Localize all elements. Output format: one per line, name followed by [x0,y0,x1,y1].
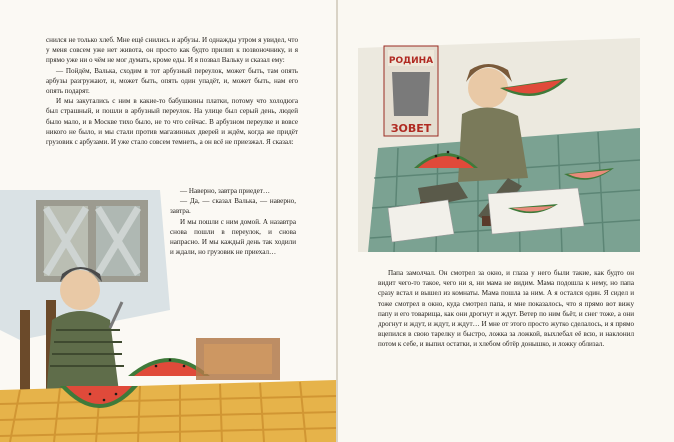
left-page [0,0,336,442]
left-text-top [46,35,298,147]
paragraph: Папа замолчал. Он смотрел за окно, и глаза у него были такие, как будто он видит чего-то такое, чего ни я, ни мама не видим. Мама подошла к нему, но папа сразу встал и вышел из комнаты. Мама пошла за ним. А я остался один. Я сидел и тоже смотрел в окно, куда смотрел папа, и мне показалось, что я прямо вот вижу папу и его товарища, как они дрогнут и ждут. Ветер по ним бьёт, и снег тоже, а они дрогнут и ждут, и ждут, и ждут… И мне от этого просто жутко сделалось, и я прямо вцепился в свою тарелку и быстро, ложка за ложкой, выхлебал её всю, и наклонил потом к себе, и выпил остатки, и хлебом обтёр донышко, и ложку облизал. [378,269,634,349]
paragraph: — Наверно, завтра приедет… [180,187,270,195]
paragraph: — Да, — сказал Валька, — наверно, завтра. [170,197,296,216]
illustration-boy-eating [358,38,640,252]
paragraph: снился не только хлеб. Мне ещё снились и арбузы. И однажды утром я увидел, что у меня совсем уже нет живота, он просто как будто прилип к позвоночнику, и я прямо уже ни о чём не мог думать, кроме еды. И я позвал Вальку и сказал ему: [46,36,298,65]
paragraph: И мы закутались с ним в какие-то бабушкины платки, потому что холодюга был страшный, и пошли в арбузный переулок. На улице был серый день, людей было мало, и в Москве тихо было, не то что сейчас. В арбузном переулке и вовсе никого не было, и мы стали против магазинных дверей и ждём, когда же придёт грузовик с арбузами. И уже стало совсем темнеть, а он всё не приезжал. Я сказал: [46,97,298,147]
right-page [338,0,674,442]
left-text-narrow [170,186,296,257]
right-text [378,268,634,350]
poster-text-top: РОДИНА [388,56,434,66]
paragraph: — Пойдём, Валька, сходим в тот арбузный переулок, может быть, там опять арбузы разгружают, и, может быть, опять один упадёт, и, может быть, нам его опять подарят. [46,66,298,96]
paragraph: И мы пошли с ним домой. А назавтра снова пошли в переулок, и снова напрасно. И мы каждый день так ходили и ждали, но грузовик не приехал… [170,217,296,257]
poster-text-bottom: ЗОВЕТ [390,122,432,135]
